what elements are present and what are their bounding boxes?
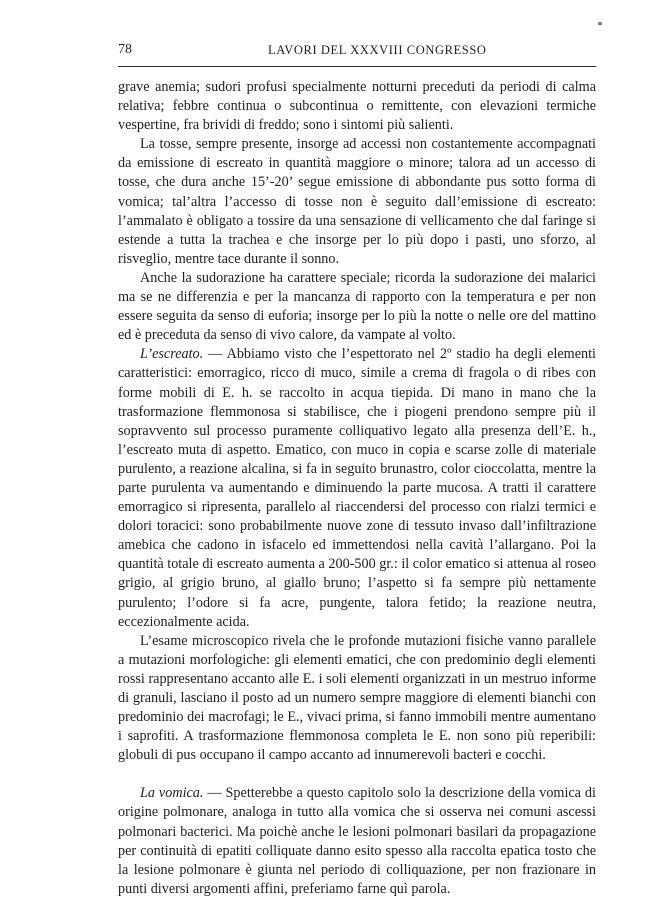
scan-mark bbox=[598, 22, 602, 25]
paragraph-sudorazione: Anche la sudorazione ha carattere speciale; ricorda la sudorazione dei malarici ma se ne differenzia e per la mancanza di rapporto con la temperatura e per non essere seguita da senso di euforia; insorge per lo più la notte o nelle ore del mattino ed è preceduta da senso di vivo calore, da vampate al volto. bbox=[118, 269, 596, 344]
header-rule bbox=[118, 66, 596, 67]
paragraph-esame-microscopico: L’esame microscopico rivela che le profonde mutazioni fisiche vanno parallele a mutazioni morfologiche: gli elementi ematici, che con predominio degli elementi rossi rappresentano accanto alle E. i soli elementi organizzati in un mestruo informe di granuli, lasciano il posto ad un numero sempre maggiore di elementi bianchi con predominio dei macrofagi; le E., vivaci prima, si fanno immobili mentre aumentano i saprofiti. A trasformazione flemmonosa completa le E. non sono più reperibili: globuli di pus occupano il campo accanto ad innumerevoli bacteri e cocchi. bbox=[118, 632, 596, 764]
running-head: LAVORI DEL XXXVIII CONGRESSO bbox=[268, 43, 487, 57]
page-number: 78 bbox=[118, 42, 132, 57]
section-heading-vomica: La vomica. bbox=[140, 785, 204, 802]
section-heading-escreato: L’escreato. bbox=[140, 346, 204, 363]
page-header bbox=[118, 42, 596, 64]
body-text bbox=[118, 78, 596, 899]
paragraph-tosse: La tosse, sempre presente, insorge ad accessi non costantemente accompagnati da emissione di escreato in quantità maggiore o minore; talora ad un accesso di tosse, che dura anche 15’-20’ segue emissione di abbondante pus sotto forma di vomica; tal’altra l’accesso di tosse non è seguito dall’emissione di escreato: l’ammalato è obligato a tossire da una sensazione di vellicamento che dal faringe si estende a tutta la trachea e che insorge per lo più dopo i pasti, uno sforzo, al risveglio, mentre tace durante il sonno. bbox=[118, 136, 596, 267]
paragraph-continuation: grave anemia; sudori profusi specialmente notturni preceduti da periodi di calma relativa; febbre continua o subcontinua o remittente, con elevazioni termiche vespertine, fra brividi di freddo; sono i sintomi più salienti. bbox=[118, 79, 596, 134]
paragraph-vomica: La vomica. — Spetterebbe a questo capitolo solo la descrizione della vomica di origine polmonare, analoga in tutto alla vomica che si osserva nei comuni ascessi polmonari bacterici. Ma poichè anche le lesioni polmonari basilari da propagazione per continuità di epatiti colliquate danno esito spesso alla raccolta epatica tosto che la lesione polmonare è giunta nel periodo di colliquazione, per non frazionare in punti diversi argomenti affini, preferiamo farne quì parola. bbox=[118, 785, 596, 897]
paragraph-escreato: L’escreato. — Abbiamo visto che l’espettorato nel 2º stadio ha degli elementi caratteristici: emorragico, ricco di muco, simile a crema di fragola o di ribes con forme mobili di E. h. se raccolto in acqua tiepida. Di mano in mano che la trasformazione flemmonosa si stabilisce, che i piogeni prendono sempre più il sopravvento sul processo puramente colliquativo legato alla presenza dell’E. h., l’escreato muta di aspetto. Ematico, con muco in copia e scarse zolle di materiale purulento, a reazione alcalina, si fa in seguito brunastro, color cioccolatta, mentre la parte purulenta va aumentando e diminuendo la parte mucosa. A tratti il carattere emorragico si ripresenta, parallelo al riaccendersi del processo con rialzi termici e dolori toracici: sono probabilmente nuove zone di tessuto invaso dall’infiltrazione amebica che cadono in isfacelo ed immettendosi nella cavità l’allargano. Poi la quantità totale di escreato aumenta a 200-500 gr.: il color ematico si attenua al roseo grigio, al grigio bruno, al giallo bruno; l’aspetto si fa sempre più nettamente purulento; l’odore si fa acre, pungente, talora fetido; la reazione neutra, eccezionalmente acida. bbox=[118, 346, 596, 630]
